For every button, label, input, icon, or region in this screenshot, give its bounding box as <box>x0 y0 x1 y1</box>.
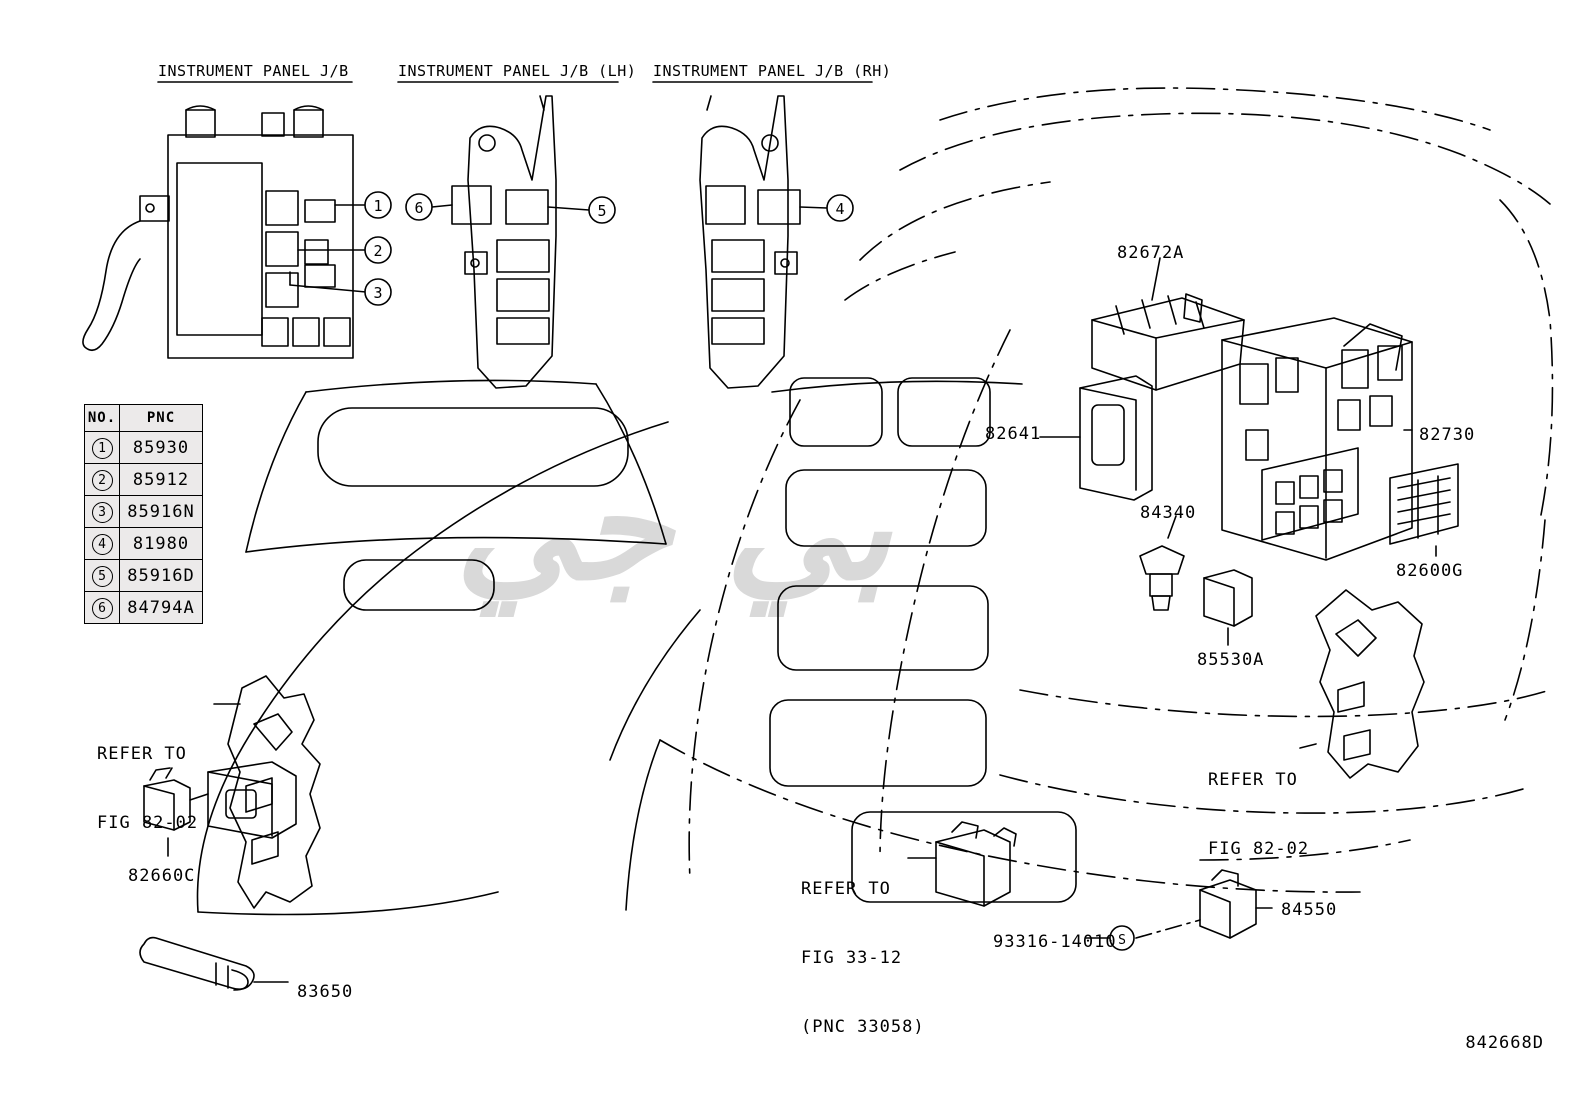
header-instrument-panel-jb: INSTRUMENT PANEL J/B <box>158 62 349 80</box>
ref-line: FIG 33-12 <box>801 948 903 968</box>
legend-pnc: 85916N <box>120 496 203 528</box>
legend-no <box>85 560 120 592</box>
svg-text:1: 1 <box>373 197 383 215</box>
ref-line: REFER TO <box>801 879 891 899</box>
legend-bubble: 5 <box>92 566 113 587</box>
legend-pnc: 81980 <box>120 528 203 560</box>
callout-85530a: 85530A <box>1197 650 1265 670</box>
legend-col-no: NO. <box>85 405 120 432</box>
legend-no <box>85 592 120 624</box>
svg-text:3: 3 <box>373 284 383 302</box>
watermark: بي جي <box>455 440 892 614</box>
legend-bubble: 6 <box>92 598 113 619</box>
legend-bubble: 1 <box>92 438 113 459</box>
ref-line: REFER TO <box>1208 770 1298 790</box>
callout-84340: 84340 <box>1140 503 1197 523</box>
ref-line: (PNC 33058) <box>801 1017 925 1037</box>
legend-bubble: 2 <box>92 470 113 491</box>
table-row <box>85 592 203 624</box>
legend-pnc: 85930 <box>120 432 203 464</box>
svg-text:5: 5 <box>597 202 607 220</box>
ref-fig-82-02-right <box>1208 723 1309 907</box>
legend-col-pnc: PNC <box>120 405 203 432</box>
svg-text:S: S <box>1118 933 1126 948</box>
legend-table <box>84 404 203 624</box>
ref-line: FIG 82-02 <box>97 813 199 833</box>
legend-no <box>85 528 120 560</box>
callout-82730: 82730 <box>1419 425 1476 445</box>
legend-no <box>85 432 120 464</box>
callout-93316-14010: 93316-14010 <box>993 932 1117 952</box>
callout-82660c: 82660C <box>128 866 196 886</box>
header-instrument-panel-jb-lh: INSTRUMENT PANEL J/B (LH) <box>398 62 637 80</box>
table-row <box>85 432 203 464</box>
callout-82641: 82641 <box>985 424 1042 444</box>
legend-no <box>85 496 120 528</box>
table-row <box>85 560 203 592</box>
svg-text:4: 4 <box>835 200 845 218</box>
legend-pnc: 85916D <box>120 560 203 592</box>
table-row <box>85 496 203 528</box>
ref-line: FIG 82-02 <box>1208 839 1310 859</box>
legend-pnc: 85912 <box>120 464 203 496</box>
figure-code: 842668D <box>1465 1033 1544 1053</box>
header-instrument-panel-jb-rh: INSTRUMENT PANEL J/B (RH) <box>653 62 892 80</box>
ref-line: REFER TO <box>97 744 187 764</box>
table-row <box>85 464 203 496</box>
ref-fig-33-12 <box>801 832 925 1085</box>
callout-84550: 84550 <box>1281 900 1338 920</box>
svg-text:2: 2 <box>373 242 383 260</box>
legend-bubble: 3 <box>92 502 113 523</box>
callout-83650: 83650 <box>297 982 354 1002</box>
callout-82600g: 82600G <box>1396 561 1464 581</box>
legend-bubble: 4 <box>92 534 113 555</box>
legend-pnc: 84794A <box>120 592 203 624</box>
svg-text:6: 6 <box>414 199 424 217</box>
table-row <box>85 528 203 560</box>
ref-fig-82-02-left <box>97 697 198 881</box>
callout-82672a: 82672A <box>1117 243 1185 263</box>
legend-no <box>85 464 120 496</box>
